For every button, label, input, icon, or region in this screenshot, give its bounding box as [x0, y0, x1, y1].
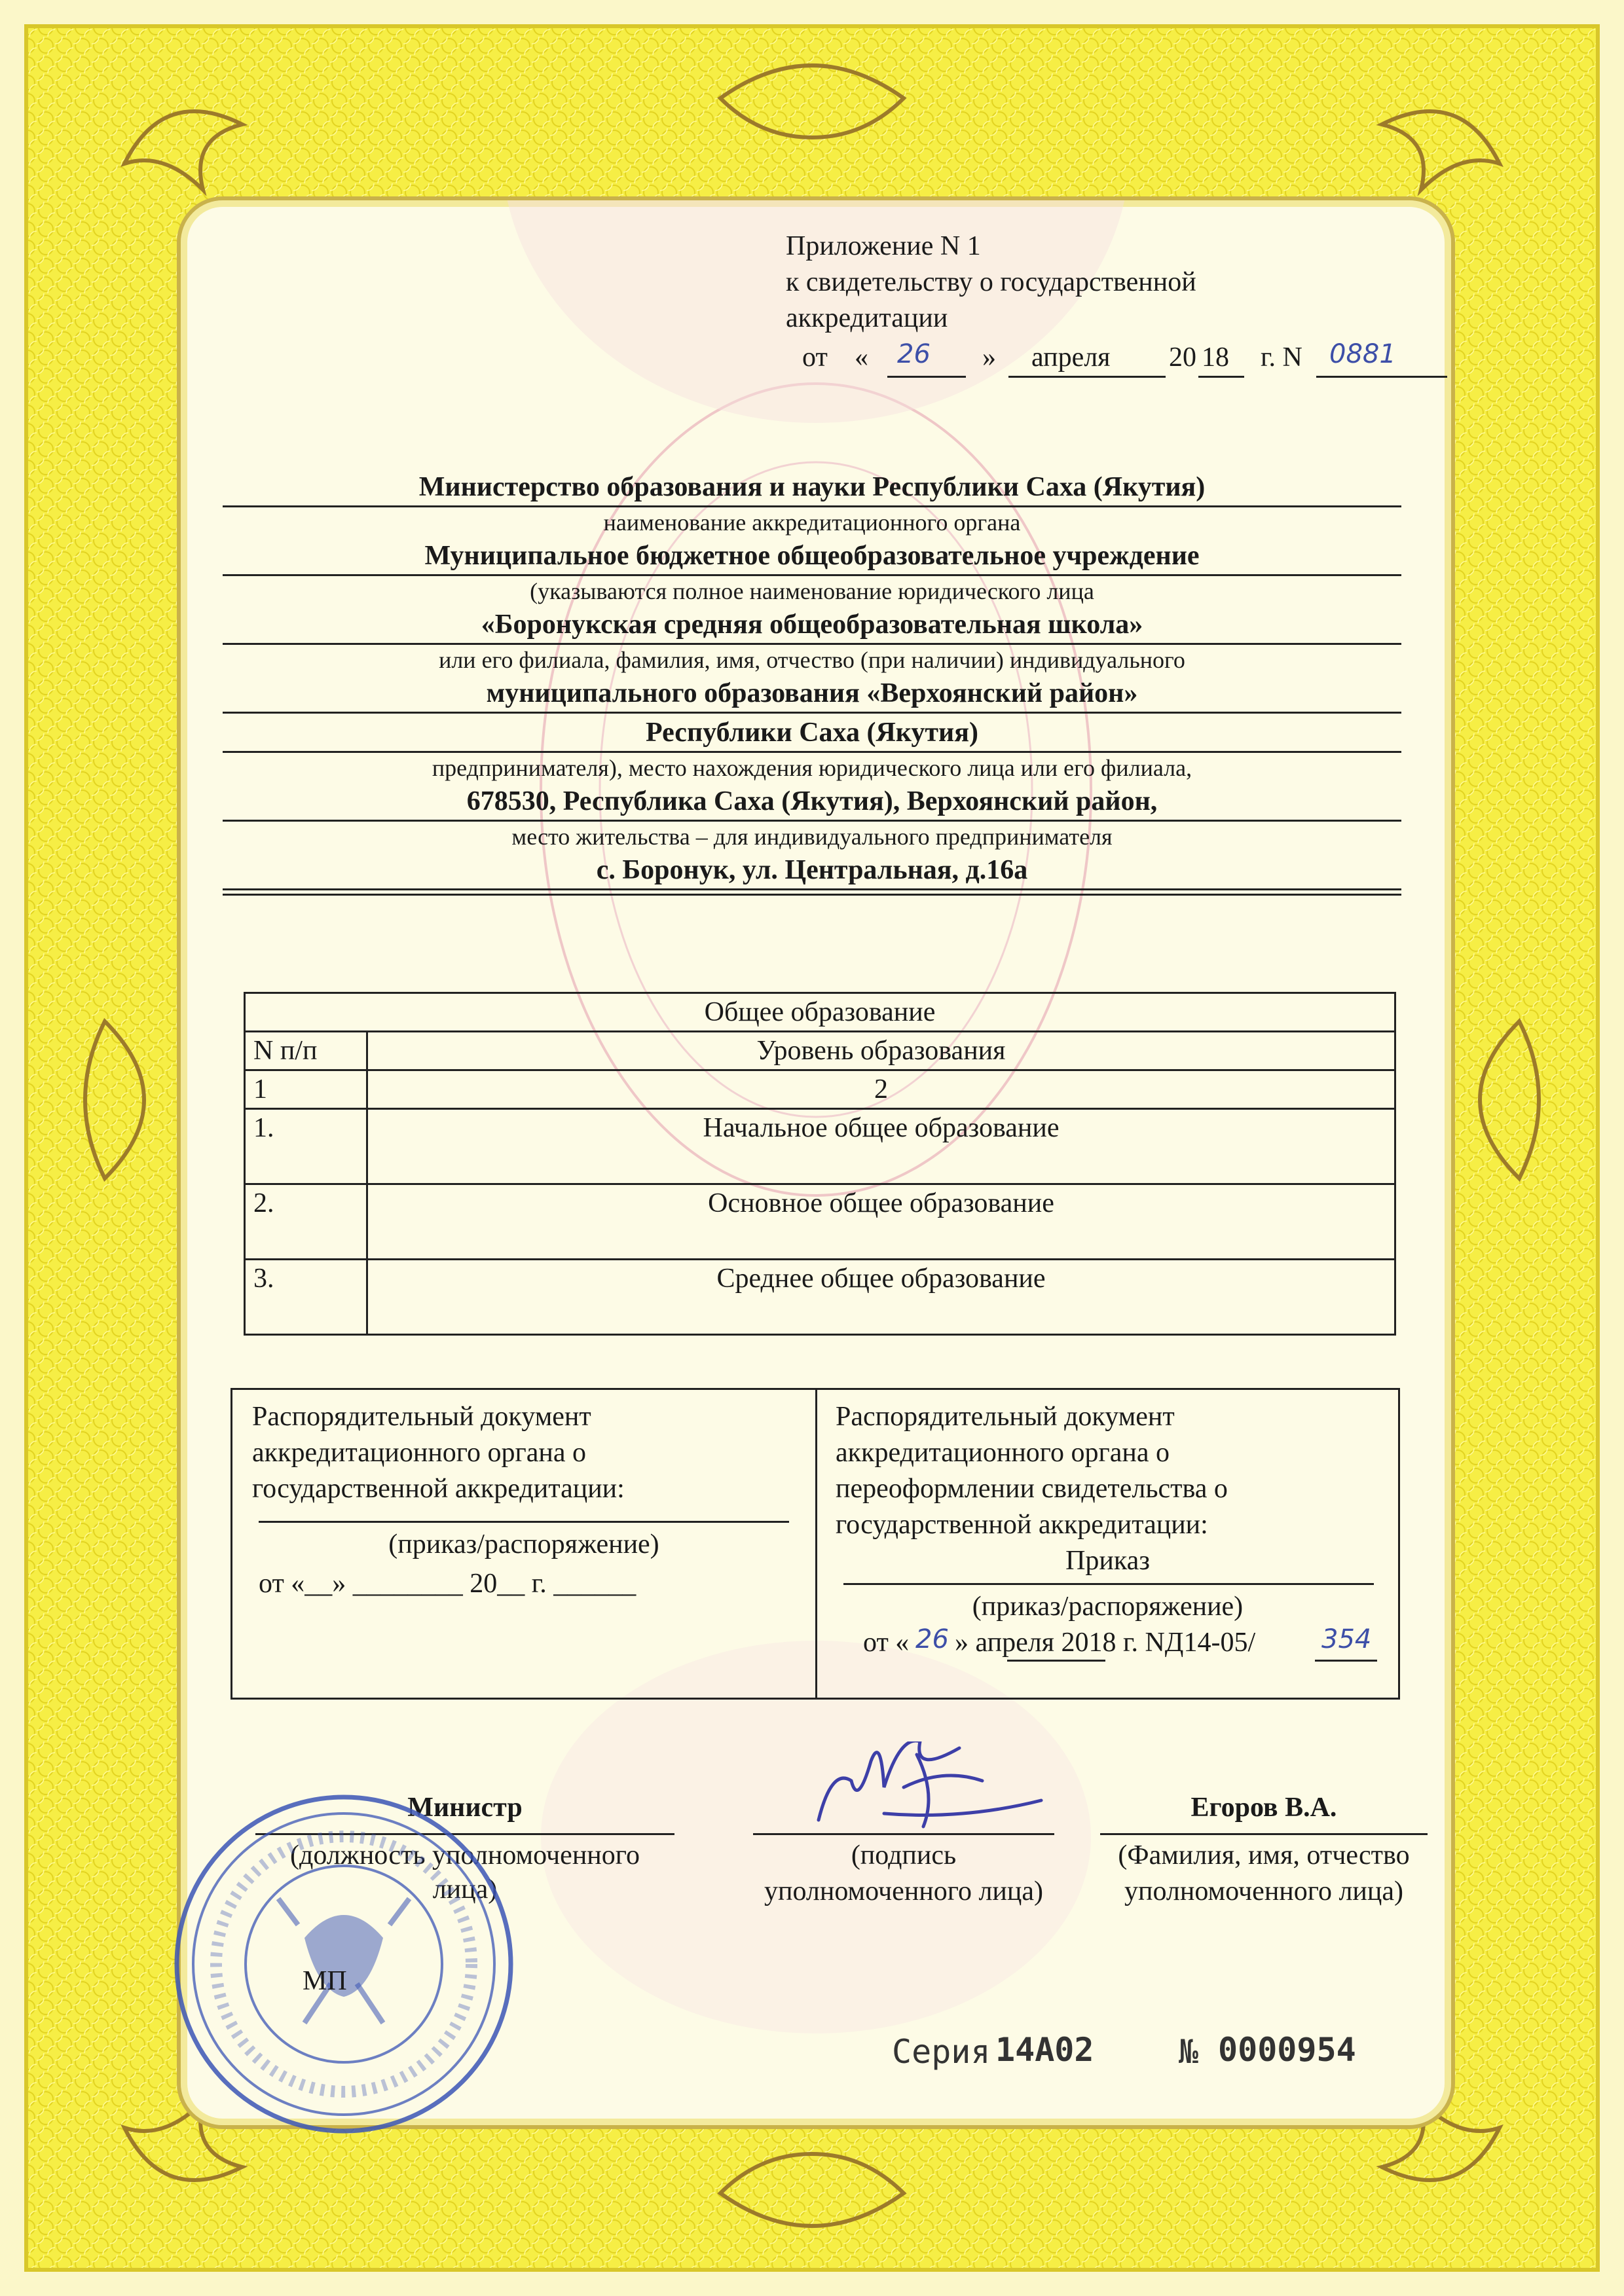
caption-entrepreneur: предпринимателя), место нахождения юридического лица или его филиала, — [432, 755, 1192, 781]
signer-name: Егоров В.А. — [1190, 1793, 1337, 1823]
row-number: 3. — [245, 1260, 367, 1335]
left-line3: государственной аккредитации: — [252, 1474, 625, 1504]
org-line3: муниципального образования «Верхоянский район» — [486, 678, 1138, 708]
appendix-line3: аккредитации — [786, 303, 948, 333]
org-line4: Республики Саха (Якутия) — [646, 718, 978, 748]
row-number: 1. — [245, 1109, 367, 1184]
right-day-handwritten: 26 — [915, 1624, 949, 1654]
col-index-2: 2 — [367, 1070, 1395, 1109]
address-line2: с. Боронук, ул. Центральная, д.16а — [596, 855, 1028, 885]
row-level: Среднее общее образование — [367, 1260, 1395, 1335]
right-caption: (приказ/распоряжение) — [972, 1592, 1244, 1622]
caption-legal-entity: (указываются полное наименование юридического лица — [530, 578, 1094, 604]
table-section-title: Общее образование — [245, 993, 1395, 1032]
col-number-header: N п/п — [245, 1032, 367, 1070]
serial-number-value: 0000954 — [1218, 2031, 1356, 2069]
appendix-line1: Приложение N 1 — [786, 231, 981, 261]
sign-caption-1: (подпись — [851, 1840, 957, 1870]
row-number: 2. — [245, 1184, 367, 1260]
appendix-date-prefix: от — [802, 342, 828, 373]
col-level-header: Уровень образования — [367, 1032, 1395, 1070]
table-row — [245, 1109, 1395, 1184]
appendix-number-handwritten: 0881 — [1329, 339, 1396, 369]
authority-caption: наименование аккредитационного органа — [603, 509, 1021, 536]
col-index-1: 1 — [245, 1070, 367, 1109]
left-line1: Распорядительный документ — [252, 1402, 591, 1432]
authority-name: Министерство образования и науки Республики Саха (Якутия) — [418, 472, 1206, 502]
table-row — [245, 1184, 1395, 1260]
date-quote-close: » — [982, 342, 996, 373]
sign-caption-2: уполномоченного лица) — [764, 1876, 1043, 1906]
table-column-index-row — [245, 1070, 1395, 1109]
table-row — [245, 1260, 1395, 1335]
name-caption-1: (Фамилия, имя, отчество — [1118, 1840, 1410, 1870]
right-line2: аккредитационного органа о — [836, 1438, 1170, 1468]
reissue-order-panel — [817, 1390, 1398, 1698]
right-date-prefix: от « — [863, 1628, 910, 1658]
left-caption: (приказ/распоряжение) — [388, 1529, 659, 1559]
table-header-row — [245, 1032, 1395, 1070]
signer-position: Министр — [407, 1793, 523, 1823]
right-doc-type: Приказ — [1065, 1546, 1150, 1576]
caption-branch: или его филиала, фамилия, имя, отчество (при наличии) индивидуального — [439, 647, 1185, 673]
org-line2: «Боронукская средняя общеобразовательная школа» — [481, 610, 1143, 640]
date-year-prefix: 20 — [1169, 342, 1196, 373]
appendix-line2: к свидетельству о государственной — [786, 267, 1196, 297]
accreditation-order-panel — [232, 1390, 817, 1698]
serial-number-label: № — [1179, 2033, 1199, 2071]
left-date: от «__» ________ 20__ г. ______ — [259, 1569, 637, 1599]
series-label: Серия — [892, 2033, 991, 2071]
date-quote-open: « — [855, 342, 868, 373]
date-day-handwritten: 26 — [897, 339, 931, 369]
right-number-handwritten: 354 — [1321, 1624, 1372, 1654]
right-line4: государственной аккредитации: — [836, 1510, 1208, 1540]
name-caption-2: уполномоченного лица) — [1124, 1876, 1403, 1906]
address-line1: 678530, Республика Саха (Якутия), Верхоянский район, — [466, 786, 1158, 816]
row-level: Начальное общее образование — [367, 1109, 1395, 1184]
position-caption: (должность уполномоченного лица) — [290, 1840, 640, 1904]
left-line2: аккредитационного органа о — [252, 1438, 586, 1468]
row-level: Основное общее образование — [367, 1184, 1395, 1260]
stamp-mp-label: МП — [303, 1966, 347, 1996]
table-title-row — [245, 993, 1395, 1032]
handwritten-signature-icon — [805, 1741, 1054, 1840]
series-value: 14А02 — [995, 2031, 1094, 2069]
caption-residence: место жительства – для индивидуального предпринимателя — [511, 824, 1113, 850]
order-documents-box — [231, 1388, 1400, 1700]
date-year-suffix: 18 — [1202, 342, 1229, 373]
right-date-mid: » апреля 2018 г. NД14-05/ — [955, 1628, 1256, 1658]
org-line1: Муниципальное бюджетное общеобразовательное учреждение — [424, 541, 1200, 571]
date-month: апреля — [1031, 342, 1111, 373]
education-levels-table — [244, 992, 1396, 1336]
right-line3: переоформлении свидетельства о — [836, 1474, 1228, 1504]
appendix-number-label: г. N — [1261, 342, 1302, 373]
right-line1: Распорядительный документ — [836, 1402, 1175, 1432]
